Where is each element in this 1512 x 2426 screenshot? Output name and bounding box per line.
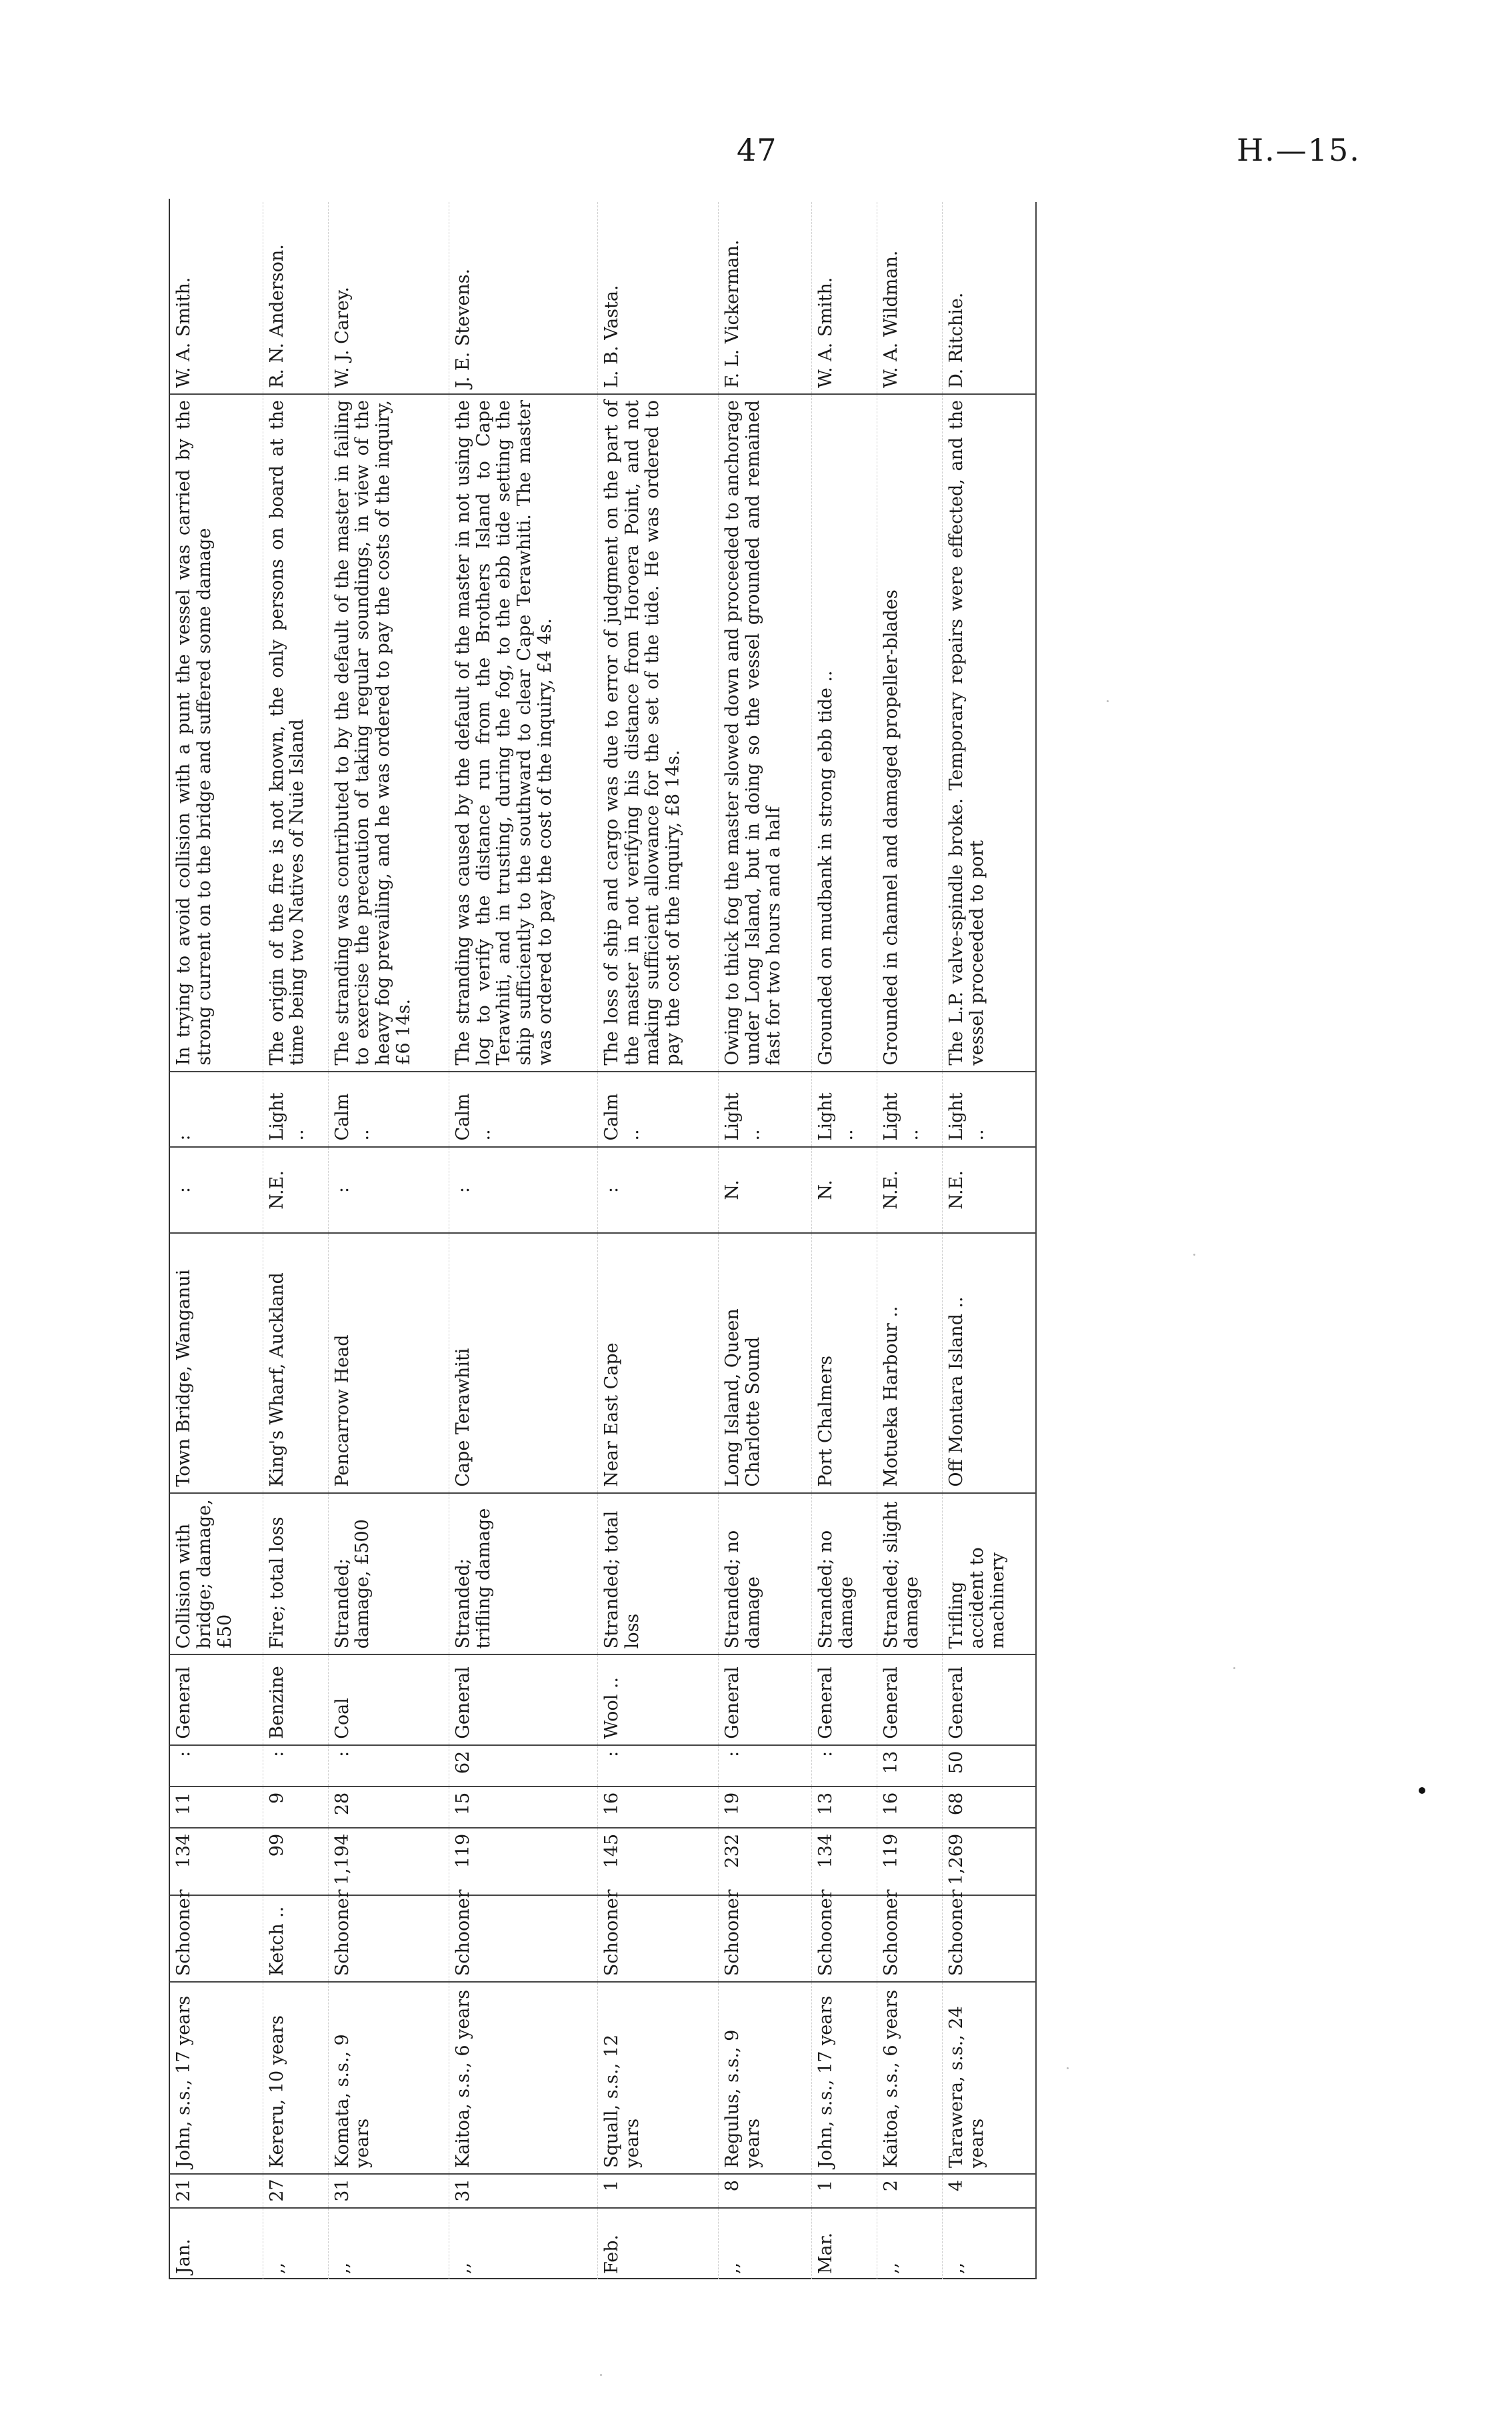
crew-cell: 16: [877, 1786, 942, 1828]
rig-cell: Schooner: [943, 1895, 1036, 1982]
day-cell: 31: [449, 2174, 597, 2208]
crew-cell: 15: [449, 1786, 597, 1828]
passengers-cell: :: [597, 1745, 718, 1786]
day-cell: 2: [877, 2174, 942, 2208]
remarks-cell: Owing to thick fog the master slowed down and proceeded to anchorage under Long Island, but in doing so the vessel grounded and remained fast for two hours and a half: [719, 394, 812, 1072]
table-row: [719, 202, 812, 2279]
casualty-table: [170, 202, 1037, 2279]
rig-cell: Ketch ..: [263, 1895, 328, 1982]
nature-of-casualty-cell: Stranded; trifling damage: [449, 1493, 597, 1655]
day-cell: 8: [719, 2174, 812, 2208]
place-cell: Near East Cape: [597, 1233, 718, 1492]
wind-direction-cell: N.: [719, 1147, 812, 1234]
remarks-cell: The L.P. valve-spindle broke. Temporary repairs were effected, and the vessel proceeded to port: [943, 394, 1036, 1072]
officer-cell: W. J. Carey.: [328, 202, 449, 394]
table-row: [263, 202, 328, 2279]
vessel-cell: Tarawera, s.s., 24 years: [943, 1982, 1036, 2174]
day-cell: 1: [597, 2174, 718, 2208]
wind-force-cell: Light ..: [811, 1072, 877, 1147]
tonnage-cell: 134: [811, 1828, 877, 1896]
day-cell: 21: [170, 2174, 263, 2208]
officer-cell: J. E. Stevens.: [449, 202, 597, 394]
vessel-cell: Regulus, s.s., 9 years: [719, 1982, 812, 2174]
paper-reference: H.—15.: [1237, 132, 1361, 168]
wind-direction-cell: :: [449, 1147, 597, 1234]
wind-force-cell: Light ..: [719, 1072, 812, 1147]
passengers-cell: 62: [449, 1745, 597, 1786]
rig-cell: Schooner: [597, 1895, 718, 1982]
tonnage-cell: 1,194: [328, 1828, 449, 1896]
crew-cell: 19: [719, 1786, 812, 1828]
day-cell: 1: [811, 2174, 877, 2208]
wind-force-cell: Calm ..: [597, 1072, 718, 1147]
speck: [600, 2374, 602, 2376]
wind-force-cell: Light ..: [263, 1072, 328, 1147]
tonnage-cell: 134: [170, 1828, 263, 1896]
passengers-cell: :: [328, 1745, 449, 1786]
month-cell: ,,: [328, 2208, 449, 2279]
remarks-cell: In trying to avoid collision with a punt the vessel was carried by the strong current on to the bridge and suffered some damage: [170, 394, 263, 1072]
tonnage-cell: 99: [263, 1828, 328, 1896]
passengers-cell: :: [811, 1745, 877, 1786]
vessel-cell: Kereru, 10 years: [263, 1982, 328, 2174]
tonnage-cell: 1,269: [943, 1828, 1036, 1896]
officer-cell: W. A. Wildman.: [877, 202, 942, 394]
table-row: [328, 202, 449, 2279]
month-cell: Jan.: [170, 2208, 263, 2279]
month-cell: Feb.: [597, 2208, 718, 2279]
rig-cell: Schooner: [328, 1895, 449, 1982]
wind-direction-cell: N.E.: [877, 1147, 942, 1234]
casualty-table-rotated: [170, 202, 1037, 2279]
officer-cell: F. L. Vickerman.: [719, 202, 812, 394]
remarks-cell: The loss of ship and cargo was due to error of judgment on the part of the master in not verifying his distance from Horoera Point, and not making sufficient allowance for the set of the tide. He was ordered to pay the cost of the inquiry, £8 14s.: [597, 394, 718, 1072]
month-cell: ,,: [449, 2208, 597, 2279]
tonnage-cell: 232: [719, 1828, 812, 1896]
rig-cell: Schooner: [449, 1895, 597, 1982]
speck: [1233, 1667, 1235, 1669]
officer-cell: R. N. Anderson.: [263, 202, 328, 394]
crew-cell: 13: [811, 1786, 877, 1828]
table-row: [597, 202, 718, 2279]
vessel-cell: John, s.s., 17 years: [170, 1982, 263, 2174]
officer-cell: W. A. Smith.: [811, 202, 877, 394]
wind-direction-cell: :: [328, 1147, 449, 1234]
table-row: [170, 202, 263, 2279]
tonnage-cell: 145: [597, 1828, 718, 1896]
nature-of-casualty-cell: Stranded; no damage: [719, 1493, 812, 1655]
table-row: [811, 202, 877, 2279]
place-cell: King's Wharf, Auckland: [263, 1233, 328, 1492]
place-cell: Pencarrow Head: [328, 1233, 449, 1492]
wind-force-cell: Light ..: [877, 1072, 942, 1147]
remarks-cell: The stranding was contributed to by the default of the master in failing to exercise the precaution of taking regular soundings, in view of the heavy fog prevailing, and he was ordered to pay the costs of the inquiry, £6 14s.: [328, 394, 449, 1072]
passengers-cell: :: [170, 1745, 263, 1786]
wind-force-cell: :: [170, 1072, 263, 1147]
passengers-cell: 50: [943, 1745, 1036, 1786]
table-row: [449, 202, 597, 2279]
place-cell: Port Chalmers: [811, 1233, 877, 1492]
day-cell: 27: [263, 2174, 328, 2208]
nature-of-casualty-cell: Stranded; no damage: [811, 1493, 877, 1655]
place-cell: Off Montara Island ..: [943, 1233, 1036, 1492]
table-row: [877, 202, 942, 2279]
place-cell: Motueka Harbour ..: [877, 1233, 942, 1492]
officer-cell: L. B. Vasta.: [597, 202, 718, 394]
table-row: [943, 202, 1036, 2279]
vessel-cell: John, s.s., 17 years: [811, 1982, 877, 2174]
nature-of-casualty-cell: Fire; total loss: [263, 1493, 328, 1655]
vessel-cell: Squall, s.s., 12 years: [597, 1982, 718, 2174]
cargo-cell: General: [449, 1654, 597, 1744]
cargo-cell: General: [943, 1654, 1036, 1744]
passengers-cell: 13: [877, 1745, 942, 1786]
nature-of-casualty-cell: Stranded; slight damage: [877, 1493, 942, 1655]
cargo-cell: Benzine: [263, 1654, 328, 1744]
cargo-cell: Wool ..: [597, 1654, 718, 1744]
vessel-cell: Kaitoa, s.s., 6 years: [449, 1982, 597, 2174]
page-number: 47: [737, 132, 777, 168]
crew-cell: 16: [597, 1786, 718, 1828]
officer-cell: D. Ritchie.: [943, 202, 1036, 394]
day-cell: 4: [943, 2174, 1036, 2208]
nature-of-casualty-cell: Stranded; total loss: [597, 1493, 718, 1655]
month-cell: ,,: [943, 2208, 1036, 2279]
rig-cell: Schooner: [877, 1895, 942, 1982]
cargo-cell: General: [877, 1654, 942, 1744]
wind-direction-cell: N.E.: [943, 1147, 1036, 1234]
cargo-cell: General: [719, 1654, 812, 1744]
ink-dot: [1419, 1787, 1425, 1794]
passengers-cell: :: [263, 1745, 328, 1786]
nature-of-casualty-cell: Collision with bridge; damage, £50: [170, 1493, 263, 1655]
speck: [1107, 700, 1109, 702]
nature-of-casualty-cell: Trifling accident to machinery: [943, 1493, 1036, 1655]
month-cell: Mar.: [811, 2208, 877, 2279]
wind-direction-cell: :: [597, 1147, 718, 1234]
speck: [1193, 1254, 1195, 1256]
speck: [1067, 2067, 1069, 2069]
officer-cell: W. A. Smith.: [173, 277, 194, 388]
vessel-cell: Kaitoa, s.s., 6 years: [877, 1982, 942, 2174]
month-cell: ,,: [877, 2208, 942, 2279]
rig-cell: Schooner: [811, 1895, 877, 1982]
month-cell: ,,: [263, 2208, 328, 2279]
wind-direction-cell: N.: [811, 1147, 877, 1234]
crew-cell: 11: [170, 1786, 263, 1828]
month-cell: ,,: [719, 2208, 812, 2279]
wind-force-cell: Calm ..: [328, 1072, 449, 1147]
remarks-cell: The origin of the fire is not known, the only persons on board at the time being two Natives of Nuie Island: [263, 394, 328, 1072]
vessel-cell: Komata, s.s., 9 years: [328, 1982, 449, 2174]
crew-cell: 68: [943, 1786, 1036, 1828]
remarks-cell: The stranding was caused by the default of the master in not using the log to verify the distance run from the Brothers Island to Cape Terawhiti, and in trusting, during the fog, to the ebb tide setting the ship sufficiently to the southward to clear Cape Terawhiti. The master was ordered to pay the cost of the inquiry, £4 4s.: [449, 394, 597, 1072]
rig-cell: Schooner: [719, 1895, 812, 1982]
place-cell: Long Island, Queen Charlotte Sound: [719, 1233, 812, 1492]
cargo-cell: General: [811, 1654, 877, 1744]
place-cell: Town Bridge, Wanganui: [170, 1233, 263, 1492]
tonnage-cell: 119: [449, 1828, 597, 1896]
remarks-cell: Grounded on mudbank in strong ebb tide ..: [811, 394, 877, 1072]
rig-cell: Schooner: [170, 1895, 263, 1982]
wind-direction-cell: N.E.: [263, 1147, 328, 1234]
cargo-cell: General: [170, 1654, 263, 1744]
passengers-cell: :: [719, 1745, 812, 1786]
wind-direction-cell: :: [170, 1147, 263, 1234]
wind-force-cell: Light ..: [943, 1072, 1036, 1147]
nature-of-casualty-cell: Stranded; damage, £500: [328, 1493, 449, 1655]
day-cell: 31: [328, 2174, 449, 2208]
crew-cell: 9: [263, 1786, 328, 1828]
place-cell: Cape Terawhiti: [449, 1233, 597, 1492]
remarks-cell: Grounded in channel and damaged propeller-blades: [877, 394, 942, 1072]
cargo-cell: Coal: [328, 1654, 449, 1744]
tonnage-cell: 119: [877, 1828, 942, 1896]
crew-cell: 28: [328, 1786, 449, 1828]
wind-force-cell: Calm ..: [449, 1072, 597, 1147]
